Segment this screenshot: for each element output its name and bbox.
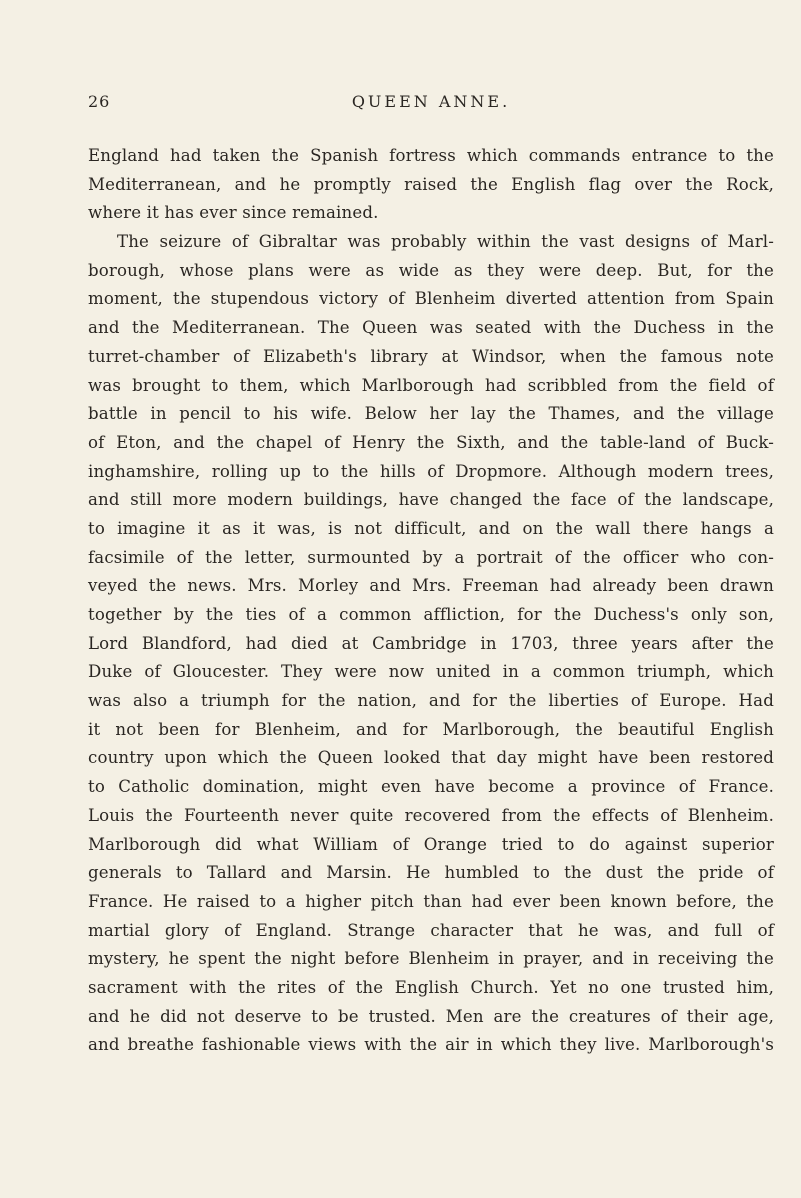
text-line: generals to Tallard and Marsin. He humbled to the dust the pride of [88,863,774,883]
text-line: Lord Blandford, had died at Cambridge in 1703, three years after the [88,633,774,653]
text-line: battle in pencil to his wife. Below her lay the Thames, and the village [88,404,774,424]
text-line: and he did not deserve to be trusted. Men are the creatures of their age, [88,1006,774,1026]
text-line: France. He raised to a higher pitch than had ever been known before, the [88,891,774,911]
text-line: moment, the stupendous victory of Blenheim diverted attention from Spain [88,289,774,309]
text-line: was brought to them, which Marlborough had scribbled from the field of [88,375,774,395]
text-line: facsimile of the letter, surmounted by a portrait of the officer who con- [88,547,774,567]
text-line: together by the ties of a common affliction, for the Duchess's only son, [88,605,774,624]
text-line: and breathe fashionable views with the air in which they live. Marlborough's [88,1035,774,1055]
text-line: and the Mediterranean. The Queen was seated with the Duchess in the [88,318,774,338]
text-line: veyed the news. Mrs. Morley and Mrs. Freeman had already been drawn [88,576,774,596]
text-line: where it has ever since remained. [88,203,379,223]
running-head [88,92,774,114]
text-line: Duke of Gloucester. They were now united in a common triumph, which [88,662,774,682]
page-number: 26 [88,92,111,111]
text-line: mystery, he spent the night before Blenheim in prayer, and in receiving the [88,949,774,969]
text-line: England had taken the Spanish fortress which commands entrance to the [88,146,774,165]
text-line: sacrament with the rites of the English Church. Yet no one trusted him, [88,977,774,997]
text-line: it not been for Blenheim, and for Marlborough, the beautiful English [88,719,774,739]
text-line: borough, whose plans were as wide as they were deep. But, for the [88,260,774,280]
text-line: was also a triumph for the nation, and for the liberties of Europe. Had [88,691,774,711]
text-line: and still more modern buildings, have changed the face of the landscape, [88,490,774,510]
text-line: The seizure of Gibraltar was probably within the vast designs of Marl- [117,232,774,252]
running-title: QUEEN ANNE. [351,92,511,111]
text-line: of Eton, and the chapel of Henry the Sixth, and the table-land of Buck- [88,432,774,452]
body-text [88,142,774,1060]
text-line: to Catholic domination, might even have become a province of France. [88,777,774,797]
text-line: inghamshire, rolling up to the hills of Dropmore. Although modern trees, [88,461,774,481]
text-line: Marlborough did what William of Orange tried to do against superior [88,834,774,854]
text-line: martial glory of England. Strange character that he was, and full of [88,920,774,940]
text-line: country upon which the Queen looked that day might have been restored [88,748,774,768]
text-line: to imagine it as it was, is not difficult, and on the wall there hangs a [88,518,774,538]
text-line: turret-chamber of Elizabeth's library at Windsor, when the famous note [88,346,774,366]
text-line: Louis the Fourteenth never quite recovered from the effects of Blenheim. [88,805,774,825]
text-line: Mediterranean, and he promptly raised the English flag over the Rock, [88,174,774,194]
